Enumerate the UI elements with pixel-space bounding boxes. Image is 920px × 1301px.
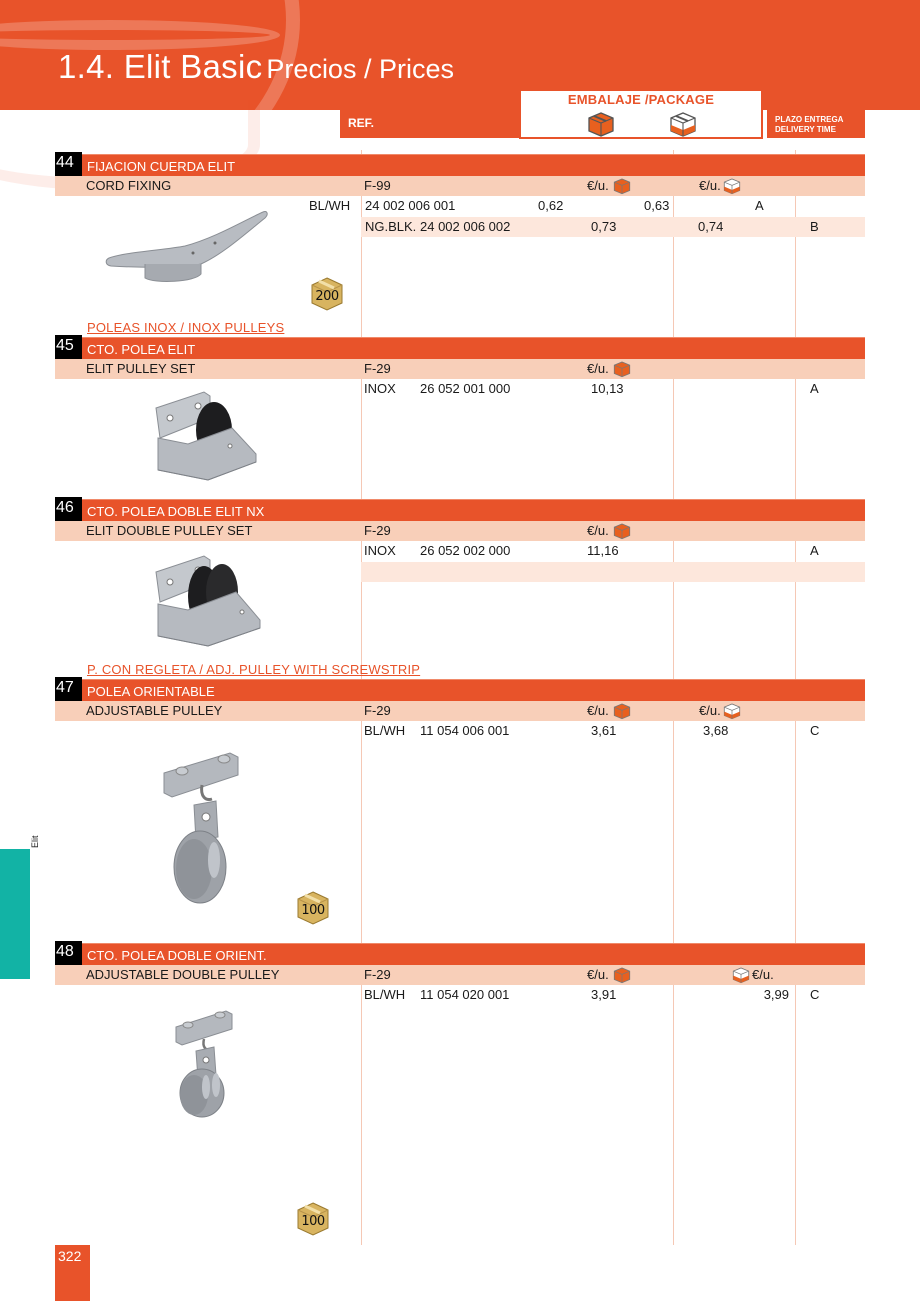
box-open-white-orange-icon — [723, 702, 741, 720]
qty-box-badge: 100 — [296, 890, 330, 926]
box-open-white-orange-icon — [723, 177, 741, 195]
box-closed-orange-icon — [587, 111, 615, 142]
table-row: BL/WH 11 054 020 001 3,91 3,99 C — [364, 987, 820, 1002]
box-closed-orange-icon — [613, 702, 631, 720]
table-row: INOX 26 052 002 000 11,16 A — [364, 543, 819, 558]
side-tab-elit[interactable] — [0, 849, 30, 979]
section-subheader: CORD FIXING F-99 €/u. €/u. — [55, 176, 865, 196]
section-title: FIJACION CUERDA ELIT — [82, 154, 865, 176]
box-open-white-orange-icon — [669, 111, 697, 142]
page-number: 322 — [55, 1245, 90, 1301]
box-closed-orange-icon — [613, 360, 631, 378]
header-band — [0, 0, 920, 110]
table-row: BL/WH 24 002 006 001 0,62 0,63 A — [309, 198, 764, 213]
column-header-package: EMBALAJE /PACKAGE — [519, 89, 763, 139]
table-row: INOX 26 052 001 000 10,13 A — [364, 381, 819, 396]
product-image-cord-fixing — [105, 208, 270, 293]
qty-box-badge: 100 — [296, 1201, 330, 1237]
group-label: P. CON REGLETA / ADJ. PULLEY WITH SCREWSTRIP — [87, 662, 421, 677]
product-image-double-pulley-set — [148, 552, 273, 652]
box-closed-orange-icon — [613, 522, 631, 540]
product-image-adjustable-double-pulley — [172, 1005, 242, 1125]
section-number: 48 — [55, 941, 82, 965]
group-label: POLEAS INOX / INOX PULLEYS — [87, 320, 285, 335]
section-title: CTO. POLEA DOBLE ORIENT. — [82, 943, 865, 965]
box-closed-orange-icon — [613, 177, 631, 195]
side-tab-label: Elit — [30, 835, 40, 848]
table-row: NG.BLK. 24 002 006 002 0,73 0,74 B — [361, 217, 865, 237]
section-number: 47 — [55, 677, 82, 701]
section-subheader: ADJUSTABLE PULLEY F-29 €/u. €/u. — [55, 701, 865, 721]
page-title: 1.4. Elit Basic Precios / Prices — [58, 48, 454, 85]
section-subheader: ELIT PULLEY SET F-29 €/u. — [55, 359, 865, 379]
product-image-pulley-set — [148, 388, 268, 488]
column-header-delivery: PLAZO ENTREGA DELIVERY TIME — [767, 110, 865, 138]
product-image-adjustable-pulley — [160, 745, 250, 915]
table-row-empty — [361, 562, 865, 582]
column-header-ref: REF. — [340, 110, 514, 138]
section-subheader: ADJUSTABLE DOUBLE PULLEY F-29 €/u. €/u. — [55, 965, 865, 985]
section-subheader: ELIT DOUBLE PULLEY SET F-29 €/u. — [55, 521, 865, 541]
box-open-white-orange-icon — [732, 966, 750, 984]
section-number: 44 — [55, 152, 82, 176]
section-number: 45 — [55, 335, 82, 359]
section-title: CTO. POLEA DOBLE ELIT NX — [82, 499, 865, 521]
qty-box-badge: 200 — [310, 276, 344, 312]
section-title: CTO. POLEA ELIT — [82, 337, 865, 359]
section-title: POLEA ORIENTABLE — [82, 679, 865, 701]
box-closed-orange-icon — [613, 966, 631, 984]
table-row: BL/WH 11 054 006 001 3,61 3,68 C — [364, 723, 820, 738]
section-number: 46 — [55, 497, 82, 521]
